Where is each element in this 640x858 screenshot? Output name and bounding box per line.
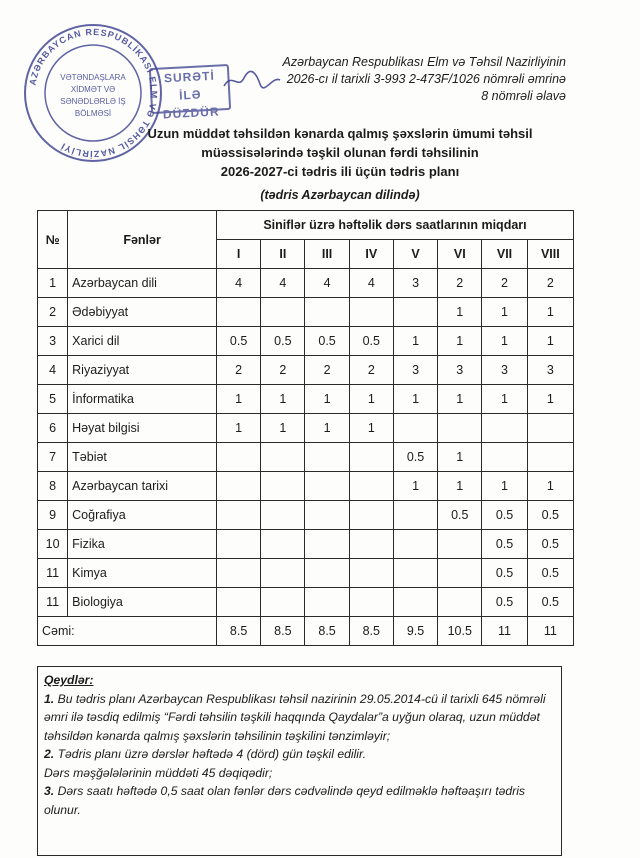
- hours-cell: [438, 414, 482, 443]
- hours-cell: 1: [527, 298, 573, 327]
- hours-cell: 1: [261, 414, 305, 443]
- header-line2: 2026-cı il tarixli 3-993 2-473F/1026 nömrəli əmrinə: [286, 72, 566, 86]
- hours-cell: 2: [261, 356, 305, 385]
- hours-cell: 0.5: [527, 530, 573, 559]
- true-copy-stamp: [149, 64, 231, 122]
- hours-cell: 3: [482, 356, 527, 385]
- subject-name: Coğrafiya: [68, 501, 217, 530]
- hours-cell: 3: [393, 356, 437, 385]
- subject-name: Ədəbiyyat: [68, 298, 217, 327]
- hours-cell: 1: [216, 414, 260, 443]
- hours-cell: 0.5: [527, 588, 573, 617]
- hours-cell: 1: [527, 327, 573, 356]
- curriculum-table: [37, 210, 574, 646]
- hours-cell: [482, 414, 527, 443]
- notes-box: [37, 666, 562, 856]
- hours-cell: 0.5: [261, 327, 305, 356]
- title-line2: müəssisələrində təşkil olunan fərdi təhsilinin: [201, 145, 479, 160]
- grade-header: VI: [438, 240, 482, 269]
- hours-cell: [349, 443, 393, 472]
- document-title: [70, 124, 610, 181]
- hours-cell: 1: [393, 472, 437, 501]
- total-cell: 10.5: [438, 617, 482, 646]
- subject-name: Xarici dil: [68, 327, 217, 356]
- subject-name: Azərbaycan dili: [68, 269, 217, 298]
- note-3-text: Dərs saatı həftədə 0,5 saat olan fənlər dərs cədvəlində qeyd edilməklə həftəaşırı tədris olunur.: [44, 784, 526, 817]
- hours-cell: [305, 298, 349, 327]
- hours-cell: [438, 588, 482, 617]
- row-number: 7: [38, 443, 68, 472]
- table-row: [38, 443, 574, 472]
- hours-cell: [527, 414, 573, 443]
- hours-cell: 4: [305, 269, 349, 298]
- total-cell: 8.5: [349, 617, 393, 646]
- hours-cell: 4: [261, 269, 305, 298]
- hours-cell: 1: [261, 385, 305, 414]
- seal-center-line: SƏNƏDLƏRLƏ İŞ: [60, 97, 126, 106]
- hours-cell: 1: [527, 472, 573, 501]
- hours-cell: 0.5: [482, 588, 527, 617]
- hours-cell: [305, 559, 349, 588]
- subject-name: Azərbaycan tarixi: [68, 472, 217, 501]
- row-number: 6: [38, 414, 68, 443]
- hours-cell: 2: [216, 356, 260, 385]
- hours-cell: 1: [482, 385, 527, 414]
- note-1: [44, 690, 555, 746]
- table-row: [38, 559, 574, 588]
- hours-cell: 4: [349, 269, 393, 298]
- hours-cell: 3: [438, 356, 482, 385]
- row-number: 2: [38, 298, 68, 327]
- hours-cell: 0.5: [527, 559, 573, 588]
- row-number: 8: [38, 472, 68, 501]
- hours-cell: 3: [393, 269, 437, 298]
- total-row: [38, 617, 574, 646]
- hours-cell: 0.5: [482, 530, 527, 559]
- hours-cell: 1: [393, 327, 437, 356]
- note-2-text: Tədris planı üzrə dərslər həftədə 4 (dörd) gün təşkil edilir.: [57, 747, 367, 761]
- hours-cell: [438, 559, 482, 588]
- seal-ring-text: AZƏRBAYCAN RESPUBLİKASI ELM VƏ TƏHSİL NAZİRLİYİ: [27, 26, 160, 160]
- hours-cell: 1: [438, 385, 482, 414]
- grade-header: VIII: [527, 240, 573, 269]
- hours-cell: 1: [482, 472, 527, 501]
- seal-center-line: VƏTƏNDAŞLARA: [60, 73, 126, 82]
- row-number: 9: [38, 501, 68, 530]
- grade-header: III: [305, 240, 349, 269]
- hours-cell: 1: [438, 443, 482, 472]
- hours-cell: 2: [438, 269, 482, 298]
- grade-header: V: [393, 240, 437, 269]
- column-group-header: Siniflər üzrə həftəlik dərs saatlarının miqdarı: [216, 211, 573, 240]
- hours-cell: [216, 530, 260, 559]
- total-cell: 8.5: [261, 617, 305, 646]
- hours-cell: [261, 443, 305, 472]
- hours-cell: [261, 501, 305, 530]
- hours-cell: [216, 501, 260, 530]
- subject-name: Fizika: [68, 530, 217, 559]
- subject-name: Riyaziyyat: [68, 356, 217, 385]
- notes-heading: Qeydlər:: [44, 673, 94, 687]
- hours-cell: 0.5: [482, 559, 527, 588]
- document-reference-header: [226, 54, 566, 105]
- subject-name: Kimya: [68, 559, 217, 588]
- copy-stamp-line2: DÜZDÜR: [162, 104, 220, 122]
- total-cell: 8.5: [216, 617, 260, 646]
- hours-cell: 0.5: [482, 501, 527, 530]
- hours-cell: [216, 298, 260, 327]
- row-number: 11: [38, 588, 68, 617]
- hours-cell: 1: [349, 385, 393, 414]
- note-2-number: 2.: [44, 747, 55, 761]
- hours-cell: [216, 559, 260, 588]
- row-number: 5: [38, 385, 68, 414]
- row-number: 3: [38, 327, 68, 356]
- column-header-subject: Fənlər: [68, 211, 217, 269]
- grade-header: IV: [349, 240, 393, 269]
- hours-cell: [349, 530, 393, 559]
- table-row: [38, 356, 574, 385]
- hours-cell: 0.5: [438, 501, 482, 530]
- hours-cell: [349, 501, 393, 530]
- hours-cell: [261, 588, 305, 617]
- hours-cell: 2: [305, 356, 349, 385]
- total-cell: 11: [527, 617, 573, 646]
- subject-name: İnformatika: [68, 385, 217, 414]
- hours-cell: 2: [527, 269, 573, 298]
- hours-cell: [216, 443, 260, 472]
- hours-cell: [393, 530, 437, 559]
- table-row: [38, 298, 574, 327]
- subject-name: Təbiət: [68, 443, 217, 472]
- row-number: 4: [38, 356, 68, 385]
- hours-cell: [305, 472, 349, 501]
- hours-cell: [261, 559, 305, 588]
- seal-center-line: BÖLMƏSİ: [74, 109, 112, 118]
- total-cell: 11: [482, 617, 527, 646]
- hours-cell: 4: [216, 269, 260, 298]
- row-number: 10: [38, 530, 68, 559]
- table-row: [38, 385, 574, 414]
- hours-cell: [393, 588, 437, 617]
- hours-cell: 1: [393, 385, 437, 414]
- row-number: 1: [38, 269, 68, 298]
- note-2: [44, 745, 555, 764]
- hours-cell: 1: [527, 385, 573, 414]
- grade-header: II: [261, 240, 305, 269]
- hours-cell: [393, 559, 437, 588]
- table-row: [38, 501, 574, 530]
- hours-cell: [393, 298, 437, 327]
- table-row: [38, 327, 574, 356]
- hours-cell: 1: [438, 298, 482, 327]
- note-3-number: 3.: [44, 784, 55, 798]
- note-2-extra: Dərs məşğələlərinin müddəti 45 dəqiqədir;: [44, 765, 273, 780]
- hours-cell: [305, 530, 349, 559]
- hours-cell: [216, 588, 260, 617]
- grade-header: VII: [482, 240, 527, 269]
- document-subtitle: (tədris Azərbaycan dilində): [260, 188, 420, 202]
- hours-cell: [261, 472, 305, 501]
- hours-cell: [349, 588, 393, 617]
- table-row: [38, 588, 574, 617]
- hours-cell: [438, 530, 482, 559]
- total-cell: 9.5: [393, 617, 437, 646]
- hours-cell: [482, 443, 527, 472]
- table-row: [38, 414, 574, 443]
- hours-cell: 0.5: [393, 443, 437, 472]
- hours-cell: [305, 501, 349, 530]
- total-cell: 8.5: [305, 617, 349, 646]
- total-label: Cəmi:: [38, 617, 217, 646]
- note-1-text: Bu tədris planı Azərbaycan Respublikası təhsil nazirinin 29.05.2014-cü il tarixli 645 nömrəli əmri ilə təsdiq edilmiş “Fərdi təhsilin təşkili haqqında Qaydalar”a uyğun olaraq, uzun müddət təhsildən kənarda qalmış şəxslərin təhsilinin təşkilini tənzimləyir;: [44, 691, 546, 743]
- table-row: [38, 472, 574, 501]
- hours-cell: 2: [482, 269, 527, 298]
- title-line1: Uzun müddət təhsildən kənarda qalmış şəxslərin ümumi təhsil: [147, 126, 533, 141]
- hours-cell: 1: [305, 414, 349, 443]
- hours-cell: [349, 559, 393, 588]
- hours-cell: 1: [482, 327, 527, 356]
- hours-cell: 0.5: [305, 327, 349, 356]
- hours-cell: 1: [349, 414, 393, 443]
- hours-cell: 1: [482, 298, 527, 327]
- hours-cell: [393, 414, 437, 443]
- hours-cell: [349, 298, 393, 327]
- hours-cell: 0.5: [216, 327, 260, 356]
- table-row: [38, 530, 574, 559]
- seal-center-line: XİDMƏT VƏ: [70, 85, 116, 94]
- copy-stamp-line1: SURƏTİ İLƏ: [163, 68, 216, 103]
- header-line3: 8 nömrəli əlavə: [481, 89, 566, 103]
- column-header-no: №: [38, 211, 68, 269]
- note-3: [44, 782, 555, 819]
- hours-cell: 3: [527, 356, 573, 385]
- hours-cell: 1: [216, 385, 260, 414]
- row-number: 11: [38, 559, 68, 588]
- hours-cell: [261, 298, 305, 327]
- hours-cell: 1: [305, 385, 349, 414]
- hours-cell: [216, 472, 260, 501]
- grade-header: I: [216, 240, 260, 269]
- table-body: [38, 269, 574, 646]
- hours-cell: [305, 588, 349, 617]
- hours-cell: 0.5: [527, 501, 573, 530]
- hours-cell: [349, 472, 393, 501]
- header-line1: Azərbaycan Respublikası Elm və Təhsil Nazirliyinin: [282, 55, 566, 69]
- subject-name: Biologiya: [68, 588, 217, 617]
- hours-cell: 2: [349, 356, 393, 385]
- table-row: [38, 269, 574, 298]
- hours-cell: [261, 530, 305, 559]
- title-line3: 2026-2027-ci tədris ili üçün tədris planı: [220, 164, 460, 179]
- hours-cell: [305, 443, 349, 472]
- hours-cell: 1: [438, 472, 482, 501]
- subject-name: Həyat bilgisi: [68, 414, 217, 443]
- hours-cell: 1: [438, 327, 482, 356]
- hours-cell: 0.5: [349, 327, 393, 356]
- hours-cell: [527, 443, 573, 472]
- note-1-number: 1.: [44, 691, 55, 706]
- hours-cell: [393, 501, 437, 530]
